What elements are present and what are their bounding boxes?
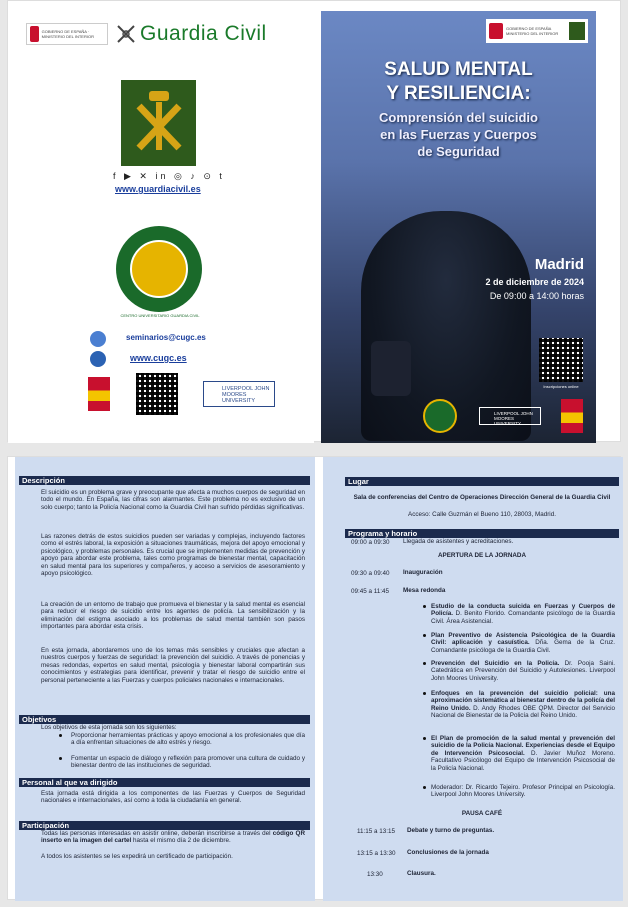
mesa-1-speaker: D. Benito Florido. Comandante psicólogo de la Guardia Civil. Área Asistencial. bbox=[431, 610, 615, 625]
centro-universitario-logo bbox=[116, 226, 202, 312]
program-1: Inauguración bbox=[403, 569, 443, 576]
back-panel bbox=[8, 1, 314, 443]
crest-icon bbox=[129, 88, 189, 158]
guardia-civil-emblem-icon bbox=[116, 24, 136, 44]
bullet-icon bbox=[423, 634, 426, 637]
participacion-part-a: Todas las personas interesadas en asistir online, deberán inscribirse a través del bbox=[41, 830, 273, 837]
ministry-badge-icon bbox=[88, 377, 110, 411]
mesa-1-title: Estudio de la conducta suicida en Fuerzas y Cuerpos de Policía. bbox=[431, 603, 615, 618]
time-0: 09:00 a 09:30 bbox=[351, 539, 390, 546]
time-1: 09:30 a 09:40 bbox=[351, 570, 390, 577]
descripcion-p4: En esta jornada, abordaremos uno de los temas más sensibles y cruciales que afectan a nuestros cuerpos y fuerzas de seguridad: la prevención del suicidio. A través de ponencias y mesas redondas, expertos en salud mental, psicología y bienestar laboral compartirán sus conocimientos y estrategias para identificar, prevenir y tratar el riesgo de suicidio entre el personal perteneciente a las Fuerzas y cuerpos policiales nacionales e internacionales. bbox=[41, 647, 305, 684]
bullet-icon bbox=[423, 786, 426, 789]
email-icon bbox=[90, 331, 106, 347]
mesa-item-2 bbox=[431, 632, 615, 654]
cugc-link[interactable]: www.cugc.es bbox=[130, 353, 187, 363]
cu-logo-text: CENTRO UNIVERSITARIO GUARDIA CIVIL bbox=[120, 313, 200, 318]
cover-subtitle-line2: en las Fuerzas y Cuerpos bbox=[380, 127, 537, 142]
time-2: 09:45 a 11:45 bbox=[351, 588, 390, 595]
participacion-text bbox=[41, 830, 305, 845]
objetivo-1: Proporcionar herramientas prácticas y apoyo emocional a los profesionales que día a día enfrentan situaciones de alto estrés y riesgo. bbox=[71, 732, 305, 747]
mesa-5-title: El Plan de promoción de la salud mental y prevención del suicidio de la Policía Nacional. Experiencias desde el Equipo de Intervención Psicosocial. bbox=[431, 735, 615, 757]
mesa-item-3 bbox=[431, 660, 615, 682]
cover-title-line1: SALUD MENTAL bbox=[384, 59, 533, 80]
mesa-moderador: Moderador: Dr. Ricardo Tejeiro. Profesor Principal en Psicología. Liverpool John Moores University. bbox=[431, 784, 615, 799]
participacion-qr-emphasis: código QR inserto en la imagen del cartel bbox=[41, 830, 305, 845]
gov-text: GOBIERNO DE ESPAÑA · MINISTERIO DEL INTERIOR bbox=[41, 29, 94, 39]
qr-label: Inscripciones online bbox=[543, 384, 579, 389]
personal-text: Esta jornada está dirigida a los componentes de las Fuerzas y Cuerpos de Seguridad nacionales e internacionales, así como a toda la ciudadanía en general. bbox=[41, 790, 305, 805]
mesa-item-1 bbox=[431, 603, 615, 625]
cover-subtitle-line1: Comprensión del suicidio bbox=[379, 110, 538, 125]
spain-shield-icon bbox=[30, 26, 39, 42]
globe-icon bbox=[90, 351, 106, 367]
right-column bbox=[323, 457, 623, 901]
lugar-acceso: Acceso: Calle Guzmán el Bueno 110, 28003, Madrid. bbox=[408, 511, 556, 518]
cover-time: De 09:00 a 14:00 horas bbox=[489, 291, 584, 301]
cover-ljmu-logo: LIVERPOOL JOHN MOORES UNIVERSITY bbox=[479, 407, 541, 425]
brochure-outside bbox=[7, 0, 621, 442]
descripcion-heading: Descripción bbox=[19, 476, 310, 485]
cover-shield-icon bbox=[489, 23, 503, 39]
mesa-2-title: Plan Preventivo de Asistencia Psicológica de la Guardia Civil: aplicación y casuística. bbox=[431, 632, 615, 647]
mesa-item-5 bbox=[431, 735, 615, 772]
program-3: Debate y turno de preguntas. bbox=[407, 827, 495, 834]
cover-gov-logo bbox=[486, 19, 588, 43]
mesa-2-speaker: Dña. Gema de la Cruz. Comandante psicóloga de la Guardia Civil. bbox=[431, 639, 615, 654]
brochure-inside bbox=[7, 456, 621, 900]
programa-heading: Programa y horario bbox=[345, 529, 619, 538]
cover-city: Madrid bbox=[534, 256, 584, 273]
social-icons[interactable]: f ▶ ✕ in ◎ ♪ ⊙ t bbox=[113, 171, 225, 181]
cu-logo-inner bbox=[130, 240, 188, 298]
lugar-sala: Sala de conferencias del Centro de Operaciones Dirección General de la Guardia Civil bbox=[353, 494, 611, 501]
ljmu-logo: LIVERPOOL JOHN MOORES UNIVERSITY bbox=[203, 381, 275, 407]
time-5: 13:30 bbox=[367, 871, 383, 878]
mesa-item-4 bbox=[431, 690, 615, 720]
bullet-icon bbox=[423, 737, 426, 740]
police-cap bbox=[371, 341, 411, 396]
participacion-heading: Participación bbox=[19, 821, 310, 830]
cover-date: 2 de diciembre de 2024 bbox=[485, 277, 584, 287]
cover-cu-logo bbox=[423, 399, 457, 433]
time-3: 11:15 a 13:15 bbox=[357, 828, 396, 835]
objetivos-heading: Objetivos bbox=[19, 715, 310, 724]
cover-gc-icon bbox=[569, 22, 585, 40]
participacion-part-c: hasta el mismo día 2 de diciembre. bbox=[131, 837, 231, 845]
time-4: 13:15 a 13:30 bbox=[357, 850, 396, 857]
descripcion-p3: La creación de un entorno de trabajo que promueva el bienestar y la salud mental es esencial para reducir el riesgo de suicidio entre los agentes de policía. La sensibilización y la eliminación del estigma asociado a los problemas de salud mental también son pasos importantes para abordar esta crisis. bbox=[41, 601, 305, 631]
mesa-3-speaker: Dr. Pooja Saini. Catedrática en Prevención del Suicidio y Autolesiones. Liverpool John Moores University. bbox=[431, 660, 615, 682]
program-5: Clausura. bbox=[407, 870, 436, 877]
mesa-5-speaker: D. Javier Muñoz Moreno. Facultativo Psicólogo del Equipo de Intervención Psicosocial de la Policía Nacional. bbox=[431, 749, 615, 772]
objetivos-intro: Los objetivos de esta jornada son los siguientes: bbox=[41, 724, 177, 731]
personal-heading: Personal al que va dirigido bbox=[19, 778, 310, 787]
pausa-label: PAUSA CAFÉ bbox=[461, 810, 503, 817]
bullet-icon bbox=[423, 662, 426, 665]
brand-name: Guardia Civil bbox=[140, 22, 267, 45]
linkedin-qr-code[interactable] bbox=[136, 373, 178, 415]
cover-ministry-badge-icon bbox=[561, 399, 583, 433]
government-logo bbox=[26, 23, 108, 45]
left-column bbox=[15, 457, 315, 901]
mesa-3-title: Prevención del Suicidio en la Policía. bbox=[431, 660, 560, 667]
program-2: Mesa redonda bbox=[403, 587, 446, 594]
bullet-icon bbox=[59, 734, 62, 737]
bullet-icon bbox=[423, 605, 426, 608]
descripcion-p1: El suicidio es un problema grave y preocupante que afecta a muchos cuerpos de seguridad en todo el mundo. En España, las cifras son alarmantes. Este problema no es exclusivo de un solo cuerpo; tanto la Policía Nacional como la Guardia Civil han sufrido pérdidas significativas. bbox=[41, 489, 305, 511]
cover-gov-text: GOBIERNO DE ESPAÑA MINISTERIO DEL INTERIOR bbox=[506, 26, 559, 36]
registration-qr-code[interactable] bbox=[539, 338, 583, 382]
guardiacivil-link[interactable]: www.guardiacivil.es bbox=[115, 184, 201, 194]
guardia-civil-crest bbox=[121, 80, 196, 166]
mesa-4-title: Enfoques en la prevención del suicidio policial: una aproximación sistemática al bienestar dentro de la policía del Reino Unido. bbox=[431, 690, 615, 712]
lugar-heading: Lugar bbox=[345, 477, 619, 486]
header-logos bbox=[26, 23, 267, 45]
descripcion-p2: Las razones detrás de estos suicidios pueden ser variadas y complejas, incluyendo factores como el estrés laboral, la exposición a situaciones traumáticas, mejora del apoyo emocional y psicológico, y problemas personales. Es crucial que se implementen medidas de prevención y apoyo para abordar este problema, tales como programas de bienestar mental, capacitación en salud mental para los superiores y compañeros, y acceso a servicios de asesoramiento y apoyo psicológico. bbox=[41, 533, 305, 578]
cover-title-line2: Y RESILIENCIA: bbox=[386, 83, 531, 104]
mesa-4-speaker: D. Andy Rhodes OBE QPM. Director del Servicio Nacional de Bienestar de la Policía del Reino Unido. bbox=[431, 704, 616, 720]
program-4: Conclusiones de la jornada bbox=[407, 849, 489, 856]
cover-subtitle-line3: de Seguridad bbox=[417, 144, 500, 159]
objetivo-2: Fomentar un espacio de diálogo y reflexión para promover una cultura de cuidado y bienestar dentro de las instituciones de seguridad. bbox=[71, 755, 305, 770]
cover-panel bbox=[321, 11, 596, 443]
participacion-certificado: A todos los asistentes se les expedirá un certificado de participación. bbox=[41, 853, 233, 860]
apertura-label: APERTURA DE LA JORNADA bbox=[437, 552, 527, 559]
bullet-icon bbox=[59, 757, 62, 760]
email-link[interactable]: seminarios@cugc.es bbox=[126, 333, 206, 342]
bullet-icon bbox=[423, 692, 426, 695]
program-0: Llegada de asistentes y acreditaciones. bbox=[403, 538, 514, 545]
